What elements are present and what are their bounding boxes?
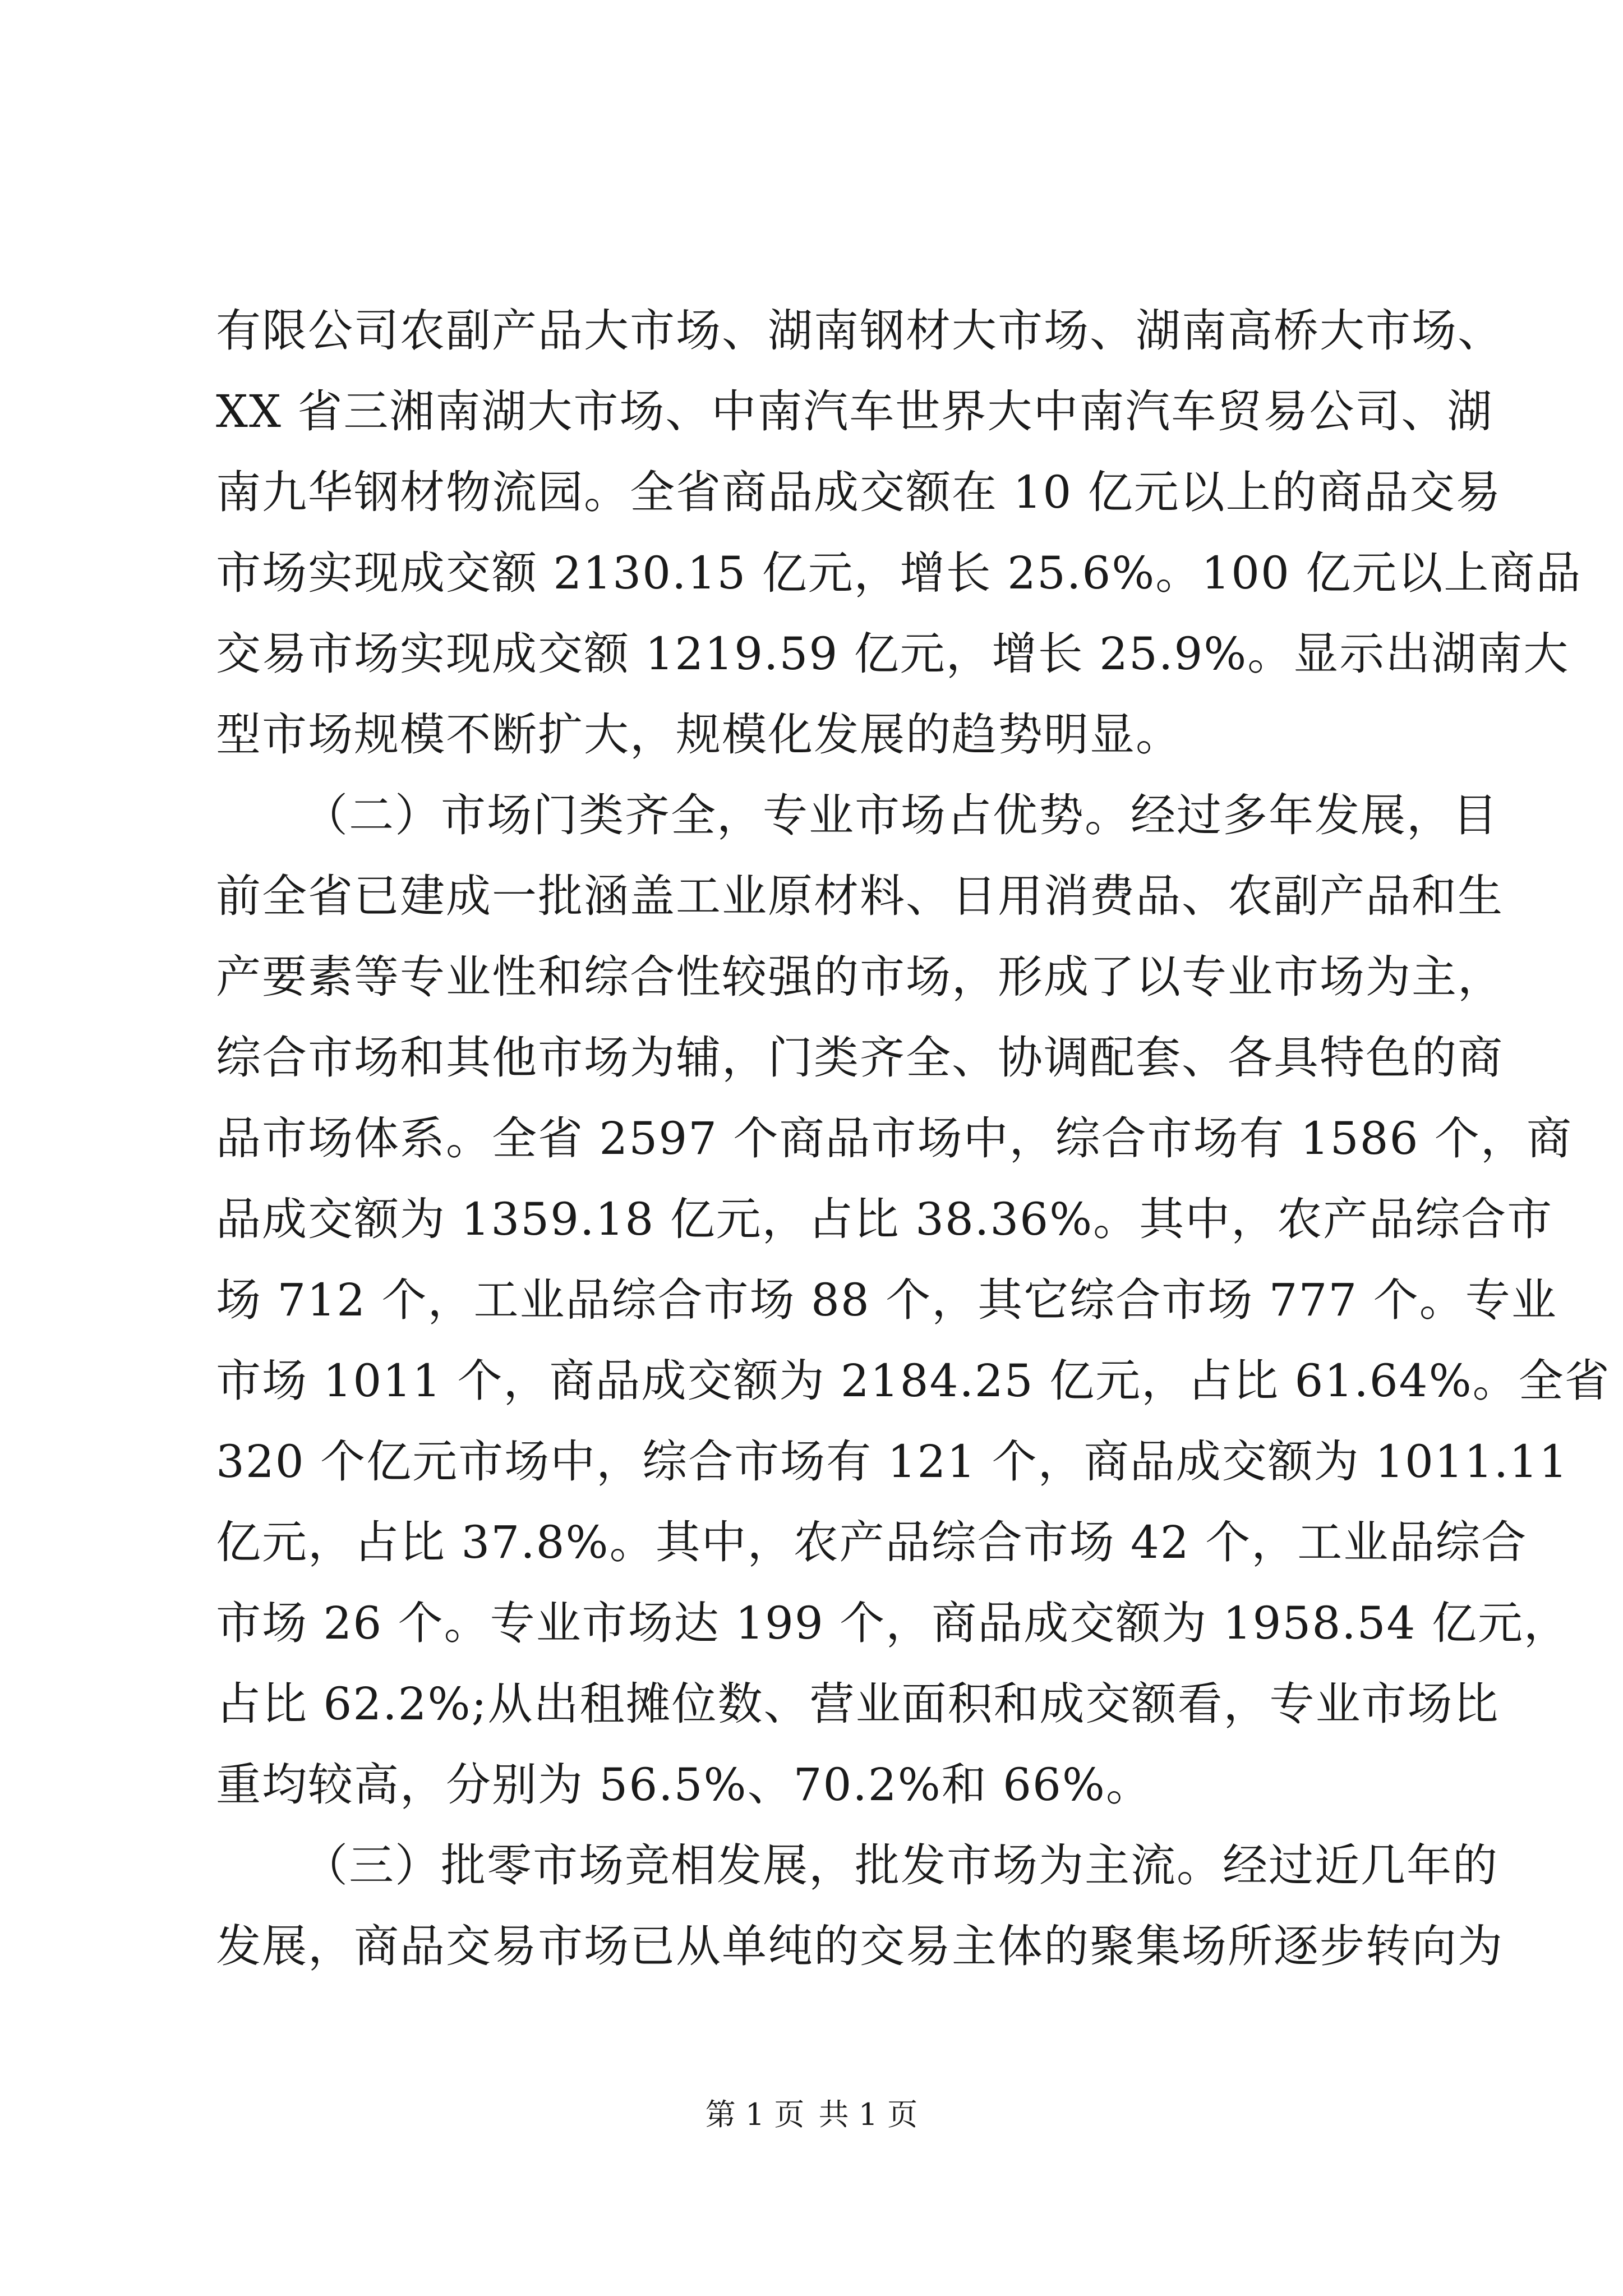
text-line-2: XX 省三湘南湖大市场、中南汽车世界大中南汽车贸易公司、湖	[216, 385, 1493, 438]
text-line-15: 320 个亿元市场中，综合市场有 121 个，商品成交额为 1011.11	[216, 1435, 1569, 1488]
text-line-13: 场 712 个，工业品综合市场 88 个，其它综合市场 777 个。专业	[216, 1274, 1557, 1326]
text-line-4: 市场实现成交额 2130.15 亿元，增长 25.6%。100 亿元以上商品	[216, 547, 1582, 599]
text-line-16: 亿元，占比 37.8%。其中，农产品综合市场 42 个，工业品综合	[216, 1516, 1528, 1568]
text-line-17: 市场 26 个。专业市场达 199 个，商品成交额为 1958.54 亿元，	[216, 1597, 1570, 1649]
text-line-12: 品成交额为 1359.18 亿元，占比 38.36%。其中，农产品综合市	[216, 1193, 1553, 1245]
text-line-14: 市场 1011 个，商品成交额为 2184.25 亿元，占比 61.64%。全省	[216, 1355, 1611, 1407]
text-line-18: 占比 62.2%;从出租摊位数、营业面积和成交额看，专业市场比	[216, 1678, 1500, 1730]
text-line-1: 有限公司农副产品大市场、湖南钢材大市场、湖南高桥大市场、	[216, 305, 1504, 357]
text-line-5: 交易市场实现成交额 1219.59 亿元，增长 25.9%。显示出湖南大	[216, 628, 1570, 680]
paragraph-2-first-line: （二）市场门类齐全，专业市场占优势。经过多年发展，目	[303, 789, 1498, 841]
paragraph-3-first-line: （三）批零市场竞相发展，批发市场为主流。经过近几年的	[303, 1839, 1498, 1892]
text-line-6: 型市场规模不断扩大，规模化发展的趋势明显。	[216, 708, 1182, 761]
page-number: 第 1 页	[705, 2097, 805, 2132]
text-line-8: 前全省已建成一批涵盖工业原材料、日用消费品、农副产品和生	[216, 870, 1504, 922]
page-total: 共 1 页	[818, 2097, 918, 2132]
text-line-9: 产要素等专业性和综合性较强的市场，形成了以专业市场为主，	[216, 951, 1504, 1003]
text-line-10: 综合市场和其他市场为辅，门类齐全、协调配套、各具特色的商	[216, 1032, 1504, 1084]
page-footer	[0, 2095, 1623, 2134]
text-line-11: 品市场体系。全省 2597 个商品市场中，综合市场有 1586 个，商	[216, 1112, 1573, 1165]
text-line-3: 南九华钢材物流园。全省商品成交额在 10 亿元以上的商品交易	[216, 466, 1502, 518]
text-line-19: 重均较高，分别为 56.5%、70.2%和 66%。	[216, 1759, 1152, 1811]
text-line-21: 发展，商品交易市场已从单纯的交易主体的聚集场所逐步转向为	[216, 1920, 1504, 1972]
